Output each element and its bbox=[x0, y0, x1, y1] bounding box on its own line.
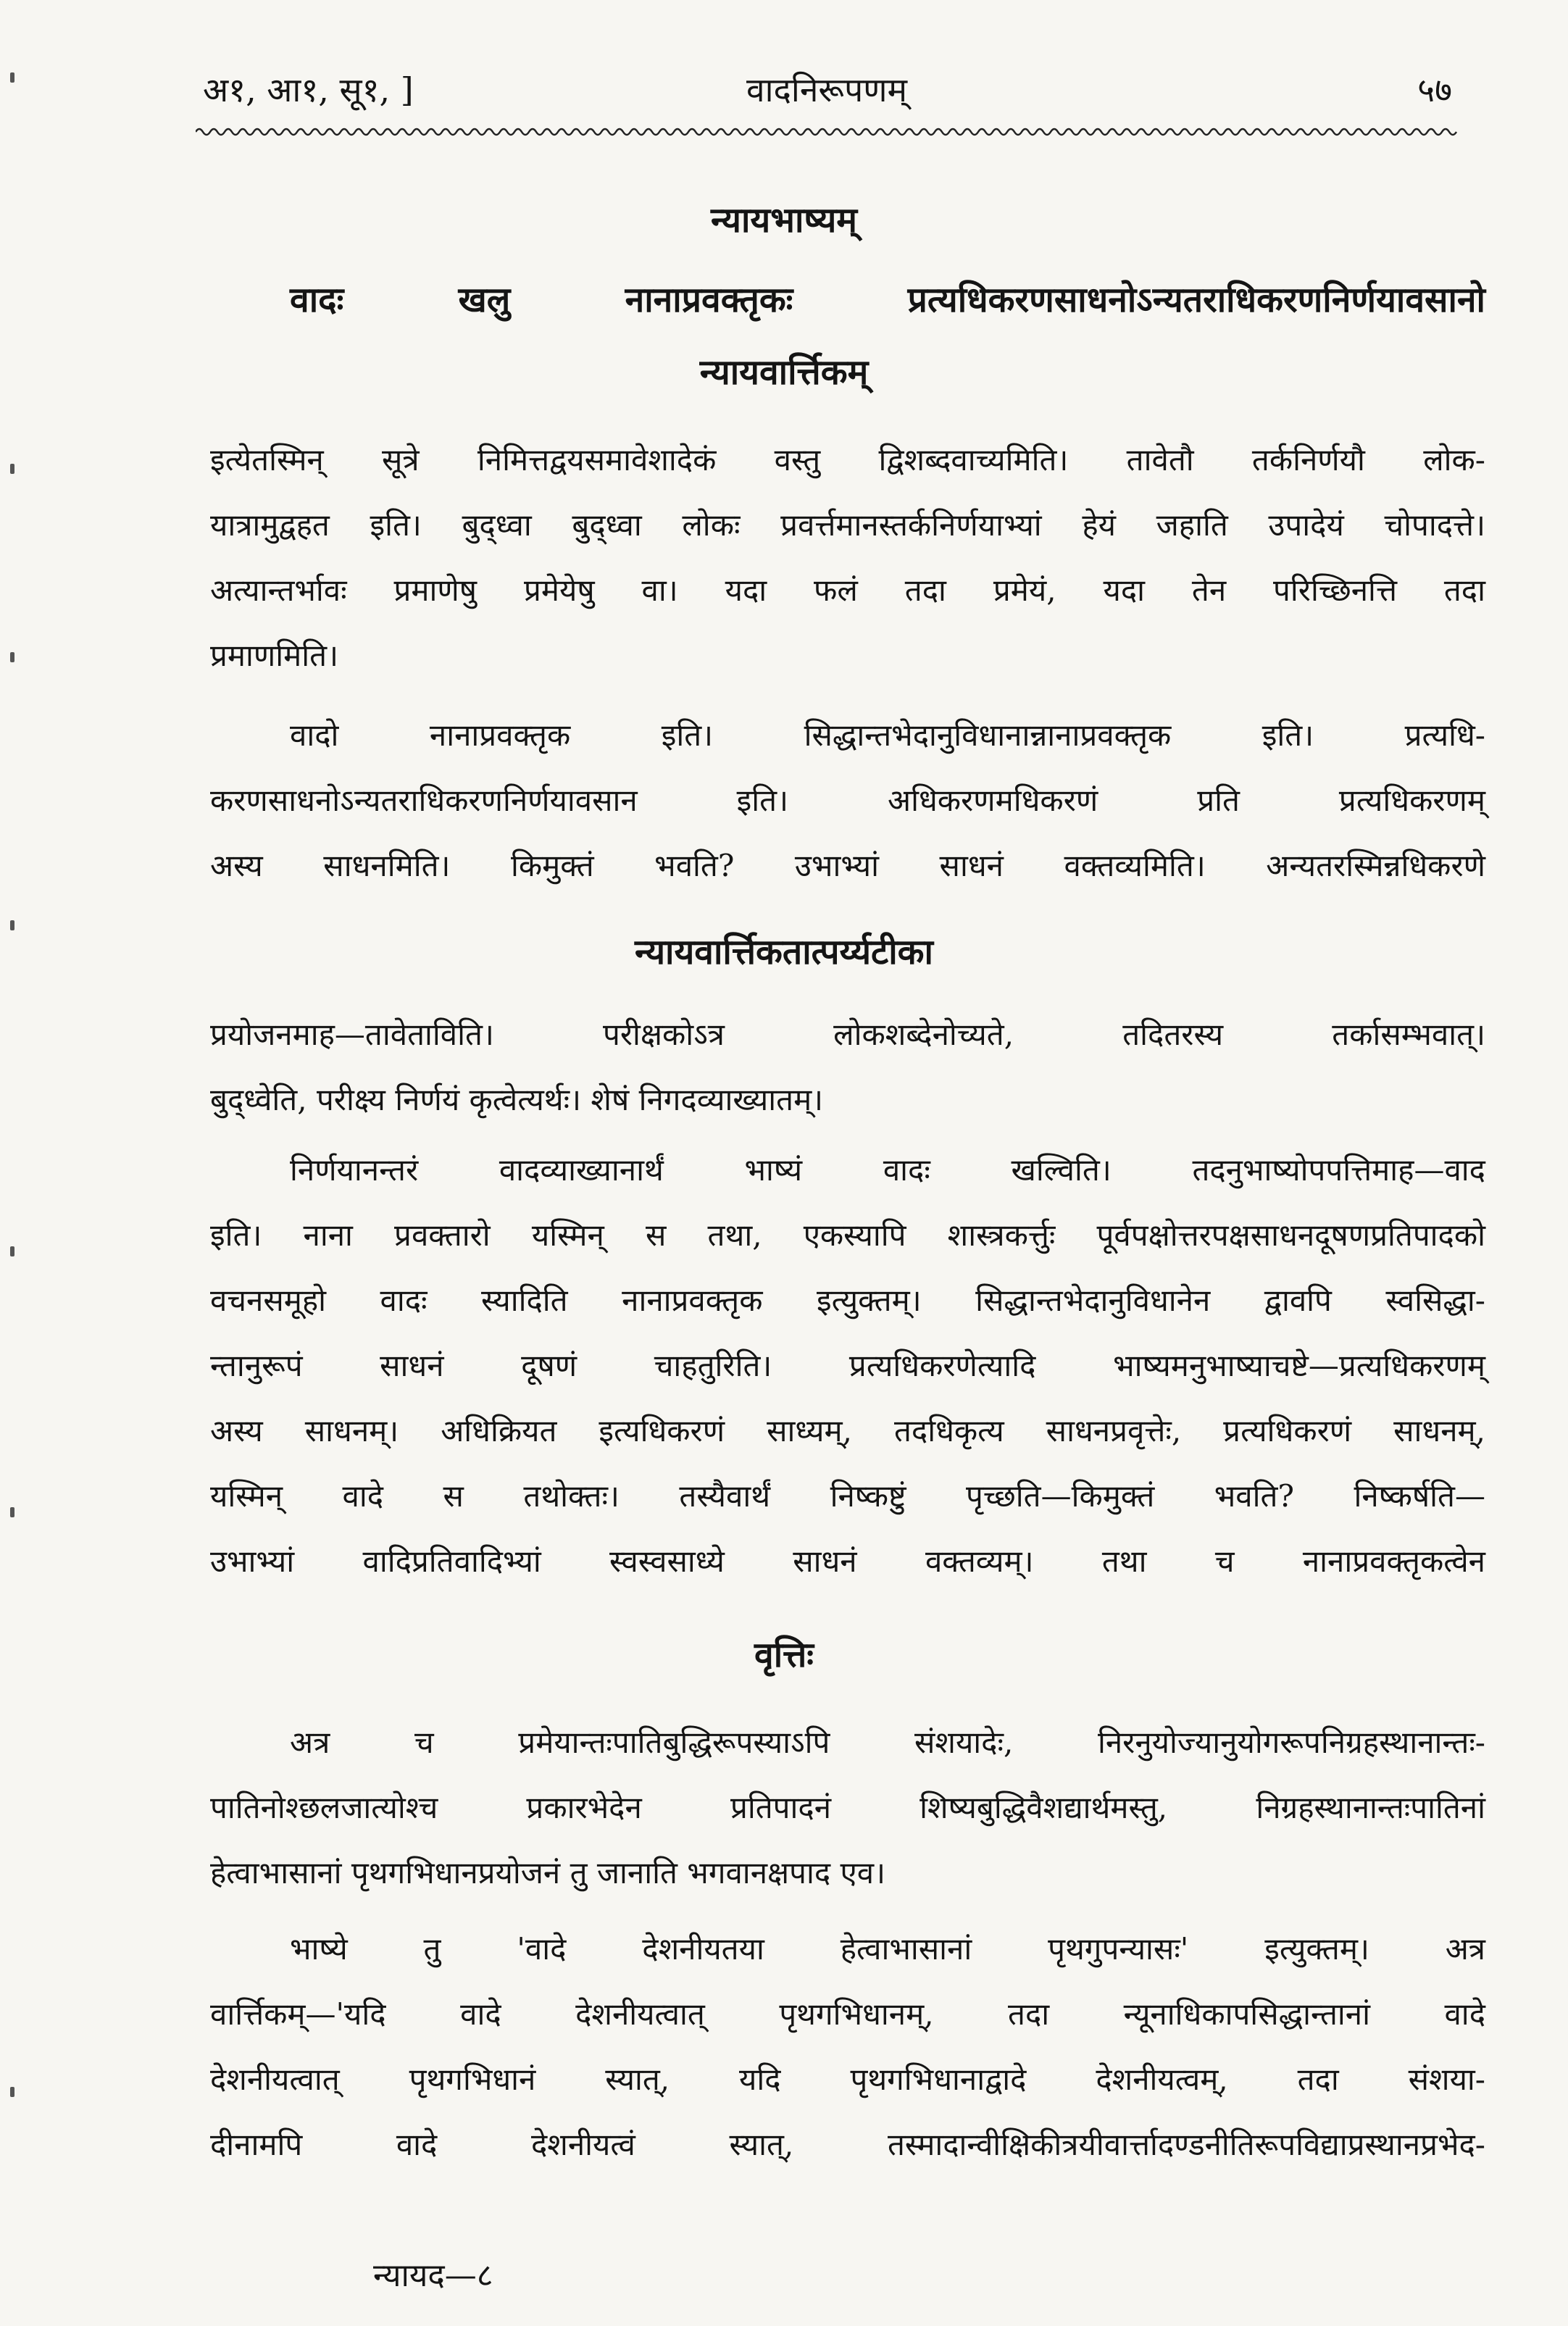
tika-line: उभाभ्यां वादिप्रतिवादिभ्यां स्वस्वसाध्ये साधनं वक्तव्यम्। तथा च नानाप्रवक्तृकत्वेन bbox=[210, 1543, 1485, 1579]
vritti-line: वार्त्तिकम्—'यदि वादे देशनीयत्वात् पृथगभिधानम्, तदा न्यूनाधिकापसिद्धान्तानां वादे bbox=[210, 1996, 1485, 2032]
heading-tatparyatika: न्यायवार्त्तिकतात्पर्य्यटीका bbox=[635, 932, 933, 972]
scan-margin-mark bbox=[10, 72, 14, 83]
vritti-line: देशनीयत्वात् पृथगभिधानं स्यात्, यदि पृथगभिधानाद्वादे देशनीयत्वम्, तदा संशया- bbox=[210, 2062, 1485, 2097]
scan-margin-mark bbox=[10, 1507, 14, 1517]
tika-line: प्रयोजनमाह—तावेताविति। परीक्षकोऽत्र लोकशब्देनोच्यते, तदितरस्य तर्कासम्भवात्। bbox=[210, 1017, 1485, 1052]
tika-line: न्तानुरूपं साधनं दूषणं चाहतुरिति। प्रत्यधिकरणेत्यादि भाष्यमनुभाष्याचष्टे—प्रत्यधिकरणम् bbox=[210, 1348, 1485, 1383]
scan-margin-mark bbox=[10, 1246, 14, 1256]
tika-line: यस्मिन् वादे स तथोक्तः। तस्यैवार्थं निष्कष्टुं पृच्छति—किमुक्तं भवति? निष्कर्षति— bbox=[210, 1478, 1485, 1514]
heading-vrittih: वृत्तिः bbox=[754, 1635, 814, 1675]
wavy-divider bbox=[196, 125, 1493, 139]
page-number: ५७ bbox=[1417, 70, 1452, 109]
varttika-line: इत्येतस्मिन् सूत्रे निमित्तद्वयसमावेशादेकं वस्तु द्विशब्दवाच्यमिति। तावेतौ तर्कनिर्णयौ लोक- bbox=[210, 442, 1485, 478]
scan-margin-mark bbox=[10, 2087, 14, 2097]
tika-line: अस्य साधनम्। अधिक्रियत इत्यधिकरणं साध्यम्, तदधिकृत्य साधनप्रवृत्तेः, प्रत्यधिकरणं साधनम्, bbox=[210, 1413, 1485, 1448]
bhashya-line: वादः खलु नानाप्रवक्तृकः प्रत्यधिकरणसाधनोऽन्यतराधिकरणनिर्णयावसानो bbox=[290, 280, 1485, 320]
header-reference: अ१, आ१, सू१, ] bbox=[203, 70, 414, 109]
varttika-line: अत्यान्तर्भावः प्रमाणेषु प्रमेयेषु वा। यदा फलं तदा प्रमेयं, यदा तेन परिच्छिनत्ति तदा bbox=[210, 572, 1485, 608]
vritti-line: अत्र च प्रमेयान्तःपातिबुद्धिरूपस्याऽपि संशयादेः, निरनुयोज्यानुयोगरूपनिग्रहस्थानान्तः- bbox=[290, 1725, 1485, 1760]
varttika-line: प्रमाणमिति। bbox=[210, 638, 338, 673]
vritti-line: पातिनोश्छलजात्योश्च प्रकारभेदेन प्रतिपादनं शिष्यबुद्धिवैशद्यार्थमस्तु, निग्रहस्थानान्तःपातिनां bbox=[210, 1790, 1485, 1825]
vritti-line: हेत्वाभासानां पृथगभिधानप्रयोजनं तु जानाति भगवानक्षपाद एव। bbox=[210, 1855, 885, 1891]
vritti-line: दीनामपि वादे देशनीयत्वं स्यात्, तस्मादान्वीक्षिकीत्रयीवार्त्तादण्डनीतिरूपविद्याप्रस्थानप्रभेद- bbox=[210, 2127, 1485, 2162]
tika-line: इति। नाना प्रवक्तारो यस्मिन् स तथा, एकस्यापि शास्त्रकर्त्तुः पूर्वपक्षोत्तरपक्षसाधनदूषणप्रतिपादको bbox=[210, 1217, 1485, 1253]
heading-nyayabhashyam: न्यायभाष्यम् bbox=[710, 200, 858, 241]
varttika-line: यात्रामुद्वहत इति। बुद्ध्वा बुद्ध्वा लोकः प्रवर्त्तमानस्तर्कनिर्णयाभ्यां हेयं जहाति उपादेयं चोपादत्ते। bbox=[210, 507, 1485, 543]
tika-line: बुद्ध्वेति, परीक्ष्य निर्णयं कृत्वेत्यर्थः। शेषं निगदव्याख्यातम्। bbox=[210, 1082, 824, 1117]
vritti-line: भाष्ये तु 'वादे देशनीयतया हेत्वाभासानां पृथगुपन्यासः' इत्युक्तम्। अत्र bbox=[290, 1931, 1485, 1967]
scan-margin-mark bbox=[10, 920, 14, 930]
varttika-line: वादो नानाप्रवक्तृक इति। सिद्धान्तभेदानुविधानान्नानाप्रवक्तृक इति। प्रत्यधि- bbox=[290, 717, 1485, 753]
scan-margin-mark bbox=[10, 464, 14, 474]
signature-mark: न्यायद—८ bbox=[373, 2257, 493, 2294]
heading-nyayavarttikam: न्यायवार्त्तिकम् bbox=[699, 352, 869, 393]
tika-line: वचनसमूहो वादः स्यादिति नानाप्रवक्तृक इत्युक्तम्। सिद्धान्तभेदानुविधानेन द्वावपि स्वसिद्धा- bbox=[210, 1283, 1485, 1318]
running-header bbox=[203, 67, 1452, 117]
tika-line: निर्णयानन्तरं वादव्याख्यानार्थं भाष्यं वादः खल्विति। तदनुभाष्योपपत्तिमाह—वाद bbox=[290, 1152, 1485, 1188]
header-title: वादनिरूपणम् bbox=[746, 70, 907, 109]
varttika-line: अस्य साधनमिति। किमुक्तं भवति? उभाभ्यां साधनं वक्तव्यमिति। अन्यतरस्मिन्नधिकरणे bbox=[210, 848, 1485, 883]
scan-margin-mark bbox=[10, 652, 14, 662]
varttika-line: करणसाधनोऽन्यतराधिकरणनिर्णयावसान इति। अधिकरणमधिकरणं प्रति प्रत्यधिकरणम् bbox=[210, 783, 1485, 818]
